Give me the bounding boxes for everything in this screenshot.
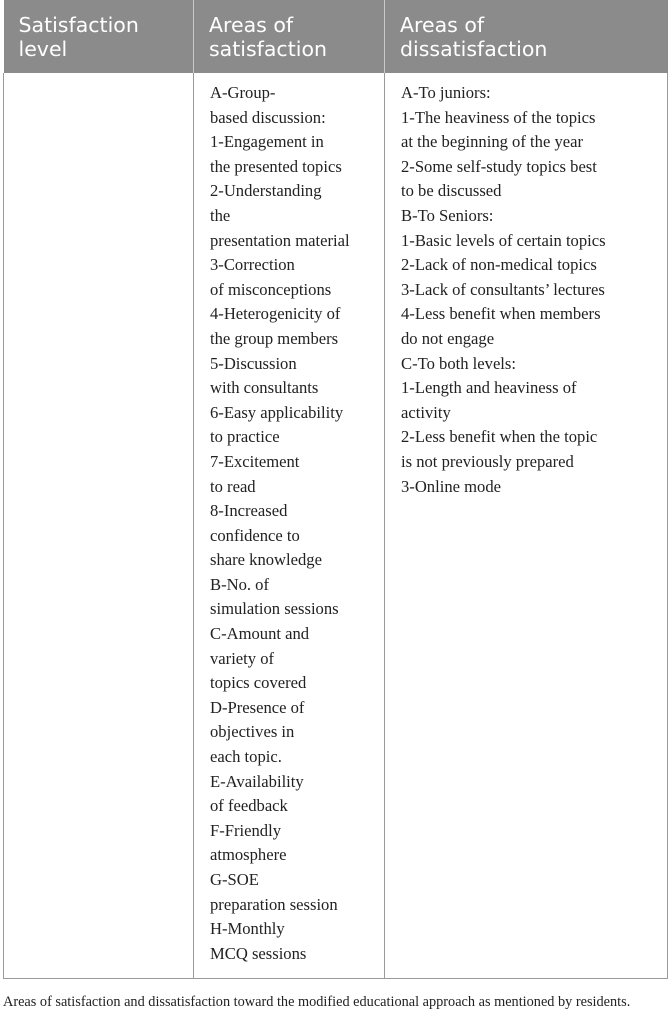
- cell-line: E-Availability: [210, 771, 304, 791]
- cell-line: is not previously prepared: [401, 451, 574, 471]
- header-areas-of-satisfaction: [194, 0, 385, 73]
- cell-line: 1-Length and heaviness of: [401, 378, 577, 398]
- cell-line: to read: [210, 476, 256, 496]
- cell-line: C-To both levels:: [401, 353, 516, 373]
- header-row: [4, 0, 668, 73]
- cell-line: atmosphere: [210, 845, 287, 865]
- cell-line: 1-The heaviness of the topics: [401, 107, 596, 127]
- cell-line: at the beginning of the year: [401, 132, 584, 152]
- cell-line: confidence to: [210, 525, 300, 545]
- header-areas-of-dissatisfaction: [385, 0, 668, 73]
- table-header: [4, 0, 668, 73]
- header-line: level: [18, 37, 68, 61]
- cell-line: the presented topics: [210, 156, 342, 176]
- table-body: [4, 73, 668, 978]
- cell-line: 2-Lack of non-medical topics: [401, 255, 597, 275]
- cell-line: to be discussed: [401, 181, 502, 201]
- cell-line: share knowledge: [210, 550, 322, 570]
- cell-line: MCQ sessions: [210, 943, 307, 963]
- cell-line: each topic.: [210, 747, 282, 767]
- cell-satisfaction-level: [4, 73, 194, 978]
- cell-line: of feedback: [210, 796, 288, 816]
- cell-line: C-Amount and: [210, 624, 310, 644]
- cell-line: G-SOE: [210, 870, 259, 889]
- cell-line: the: [210, 205, 231, 225]
- cell-line: 6-Easy applicability: [210, 402, 344, 422]
- header-line: Areas of: [209, 13, 294, 37]
- cell-line: 2-Some self-study topics best: [401, 156, 597, 176]
- satisfaction-table: [3, 0, 668, 979]
- header-satisfaction-level: [4, 0, 194, 73]
- cell-line: activity: [401, 402, 451, 422]
- cell-line: 4-Less benefit when members: [401, 304, 601, 324]
- cell-line: do not engage: [401, 328, 495, 348]
- cell-line: H-Monthly: [210, 919, 285, 939]
- cell-line: 8-Increased: [210, 501, 288, 521]
- cell-line: B-No. of: [210, 574, 269, 594]
- header-line: dissatisfaction: [400, 37, 548, 61]
- cell-line: of misconceptions: [210, 279, 332, 299]
- cell-line: the group members: [210, 328, 339, 348]
- header-line: Satisfaction: [18, 13, 139, 37]
- results-table: [3, 0, 667, 979]
- cell-line: F-Friendly: [210, 820, 281, 840]
- cell-line: 3-Correction: [210, 255, 295, 275]
- cell-line: 2-Less benefit when the topic: [401, 427, 598, 447]
- cell-line: objectives in: [210, 722, 295, 742]
- cell-line: B-To Seniors:: [401, 205, 494, 225]
- cell-line: preparation session: [210, 894, 338, 914]
- cell-areas-of-satisfaction: [194, 73, 385, 978]
- cell-line: presentation material: [210, 230, 350, 250]
- cell-line: 3-Lack of consultants’ lectures: [401, 279, 605, 299]
- cell-line: 1-Engagement in: [210, 132, 324, 152]
- cell-line: 4-Heterogenicity of: [210, 304, 341, 324]
- header-line: Areas of: [400, 13, 485, 37]
- cell-line: D-Presence of: [210, 697, 305, 717]
- cell-line: 7-Excitement: [210, 451, 300, 471]
- cell-line: 2-Understanding: [210, 181, 322, 201]
- cell-line: to practice: [210, 427, 280, 447]
- cell-line: 1-Basic levels of certain topics: [401, 230, 606, 250]
- table-caption: Areas of satisfaction and dissatisfaction toward the modified educational approach as mentioned by residents.: [3, 994, 631, 1010]
- cell-line: 5-Discussion: [210, 353, 297, 373]
- cell-line: based discussion:: [210, 107, 326, 127]
- table-row: [4, 73, 668, 978]
- cell-line: topics covered: [210, 673, 307, 693]
- cell-line: simulation sessions: [210, 599, 339, 619]
- cell-line: with consultants: [210, 378, 319, 398]
- cell-line: A-To juniors:: [401, 83, 491, 102]
- cell-areas-of-dissatisfaction: [385, 73, 668, 978]
- cell-line: 3-Online mode: [401, 476, 502, 496]
- cell-line: variety of: [210, 648, 275, 668]
- header-line: satisfaction: [209, 37, 327, 61]
- cell-line: A-Group-: [210, 83, 276, 102]
